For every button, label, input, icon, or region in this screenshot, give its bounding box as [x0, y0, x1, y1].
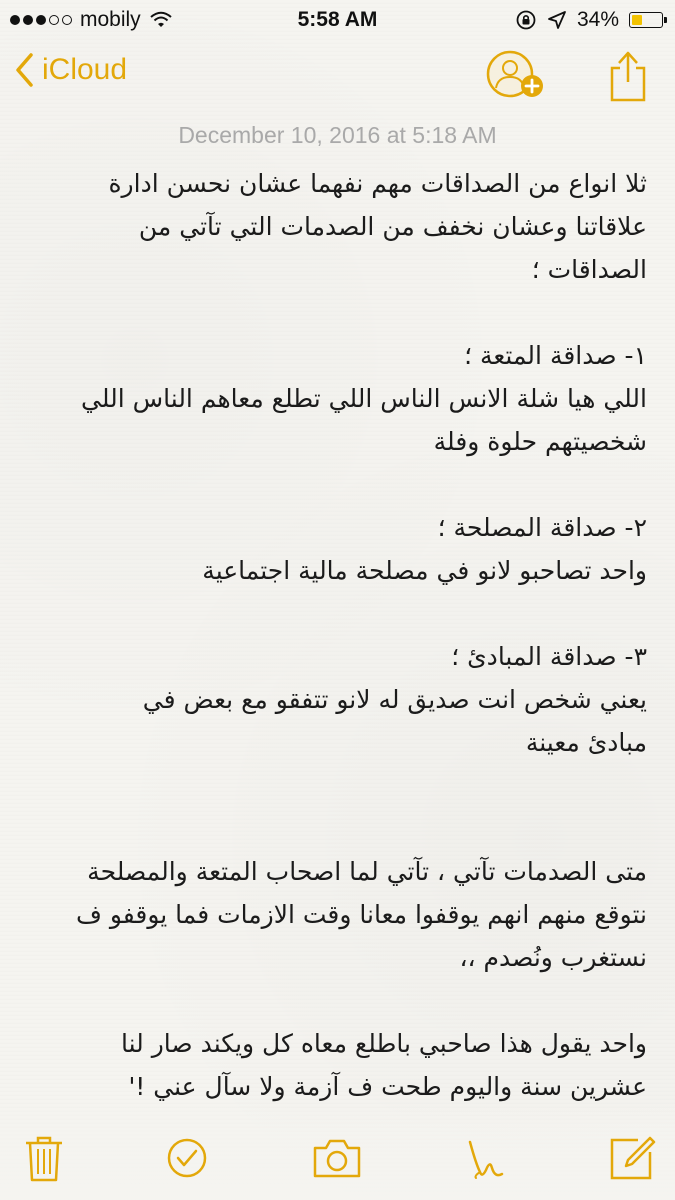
- camera-button[interactable]: [311, 1134, 359, 1182]
- note-line: اللي هيا شلة الانس الناس اللي تطلع معاهم الناس اللي: [81, 384, 647, 413]
- note-line: ثلا انواع من الصداقات مهم نفهما عشان نحسن ادارة: [108, 169, 647, 198]
- note-line: مبادئ معينة: [525, 728, 647, 757]
- status-bar: [0, 0, 675, 40]
- checklist-button[interactable]: [163, 1134, 211, 1182]
- note-line: [30, 463, 647, 506]
- rotation-lock-icon: [515, 9, 537, 31]
- sketch-button[interactable]: [462, 1134, 510, 1182]
- sketch-icon: [462, 1134, 510, 1182]
- share-button[interactable]: [604, 48, 652, 104]
- back-label: iCloud: [42, 53, 128, 86]
- note-body[interactable]: [0, 152, 675, 1108]
- compose-button[interactable]: [608, 1134, 656, 1182]
- compose-icon: [608, 1134, 656, 1182]
- status-right: [515, 8, 663, 32]
- location-icon: [547, 10, 567, 30]
- note-line: ٢- صداقة المصلحة ؛: [437, 513, 647, 542]
- add-people-button[interactable]: [484, 48, 552, 104]
- note-line: نستغرب ونُصدم ،،: [459, 943, 647, 972]
- note-line: الصداقات ؛: [531, 255, 647, 284]
- share-icon: [604, 48, 652, 104]
- checklist-icon: [163, 1134, 211, 1182]
- battery-icon: [629, 12, 663, 28]
- note-line: واحد تصاحبو لانو في مصلحة مالية اجتماعية: [202, 556, 647, 585]
- bottom-toolbar: [0, 1104, 675, 1200]
- note-content[interactable]: [0, 118, 675, 1108]
- note-line: [30, 764, 647, 807]
- delete-button[interactable]: [20, 1134, 68, 1182]
- note-line: نتوقع منهم انهم يوقفوا معانا وقت الازمات فما يوقفو ف: [75, 900, 647, 929]
- battery-level: [632, 15, 642, 25]
- note-line: ١- صداقة المتعة ؛: [464, 341, 647, 370]
- back-button[interactable]: [14, 52, 127, 88]
- note-line: [30, 807, 647, 850]
- note-line: يعني شخص انت صديق له لانو تتفقو مع بعض في: [142, 685, 647, 714]
- add-person-icon: [484, 48, 552, 104]
- note-line: عشرين سنة واليوم طحت ف آزمة ولا سآل عني !': [128, 1072, 647, 1101]
- chevron-left-icon: [14, 52, 34, 88]
- note-line: [30, 592, 647, 635]
- camera-icon: [311, 1134, 363, 1182]
- trash-icon: [20, 1134, 68, 1182]
- navigation-bar: [0, 40, 675, 114]
- note-line: متى الصدمات تآتي ، تآتي لما اصحاب المتعة والمصلحة: [87, 857, 647, 886]
- battery-percent: 34%: [576, 8, 619, 31]
- note-line: [30, 979, 647, 1022]
- carrier-name: mobily: [80, 8, 141, 31]
- note-line: علاقاتنا وعشان نخفف من الصدمات التي تآتي من: [138, 212, 647, 241]
- note-line: واحد يقول هذا صاحبي باطلع معاه كل ويكند صار لنا: [121, 1029, 647, 1058]
- note-line: [30, 291, 647, 334]
- note-date: December 10, 2016 at 5:18 AM: [178, 122, 497, 148]
- status-time: 5:58 AM: [297, 8, 378, 31]
- note-line: ٣- صداقة المبادئ ؛: [451, 642, 647, 671]
- note-line: شخصيتهم حلوة وفلة: [433, 427, 647, 456]
